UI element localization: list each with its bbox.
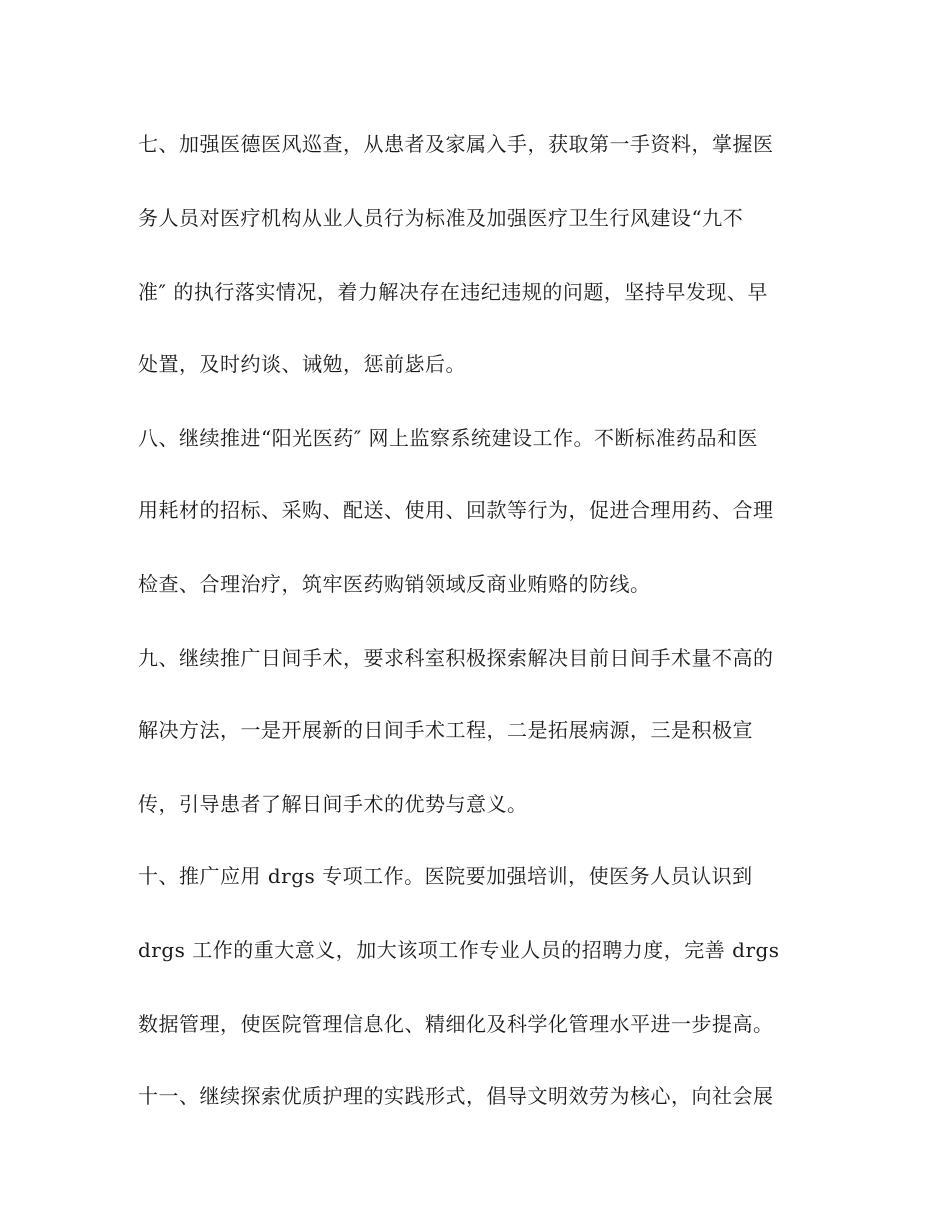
text-line: drgs 工作的重大意义，加大该项工作专业人员的招聘力度，完善 drgs — [138, 938, 780, 962]
text-line: 八、继续推进“阳光医药″ 网上监察系统建设工作。不断标准药品和医 — [138, 426, 759, 450]
text-line: 十、推广应用 drgs 专项工作。医院要加强培训，使医务人员认识到 — [138, 864, 753, 888]
text-line: 务人员对医疗机构从业人员行为标准及加强医疗卫生行风建设“九不 — [138, 206, 744, 230]
text-line: 十一、继续探索优质护理的实践形式，倡导文明效劳为核心，向社会展 — [138, 1084, 774, 1108]
text-line: 准″ 的执行落实情况，着力解决存在违纪违规的问题，坚持早发现、早 — [138, 280, 768, 304]
text-line: 用耗材的招标、采购、配送、使用、回款等行为，促进合理用药、合理 — [138, 498, 774, 522]
text-line: 数据管理，使医院管理信息化、精细化及科学化管理水平进一步提高。 — [138, 1012, 774, 1036]
text-line: 传，引导患者了解日间手术的优势与意义。 — [138, 792, 528, 816]
text-line: 处置，及时约谈、诫勉，惩前毖后。 — [138, 352, 466, 376]
text-line: 解决方法，一是开展新的日间手术工程，二是拓展病源，三是积极宣 — [138, 718, 753, 742]
text-line: 七、加强医德医风巡查，从患者及家属入手，获取第一手资料，掌握医 — [138, 132, 774, 156]
text-line: 九、继续推广日间手术，要求科室积极探索解决目前日间手术量不高的 — [138, 646, 774, 670]
text-line: 检查、合理治疗，筑牢医药购销领域反商业贿赂的防线。 — [138, 572, 651, 596]
